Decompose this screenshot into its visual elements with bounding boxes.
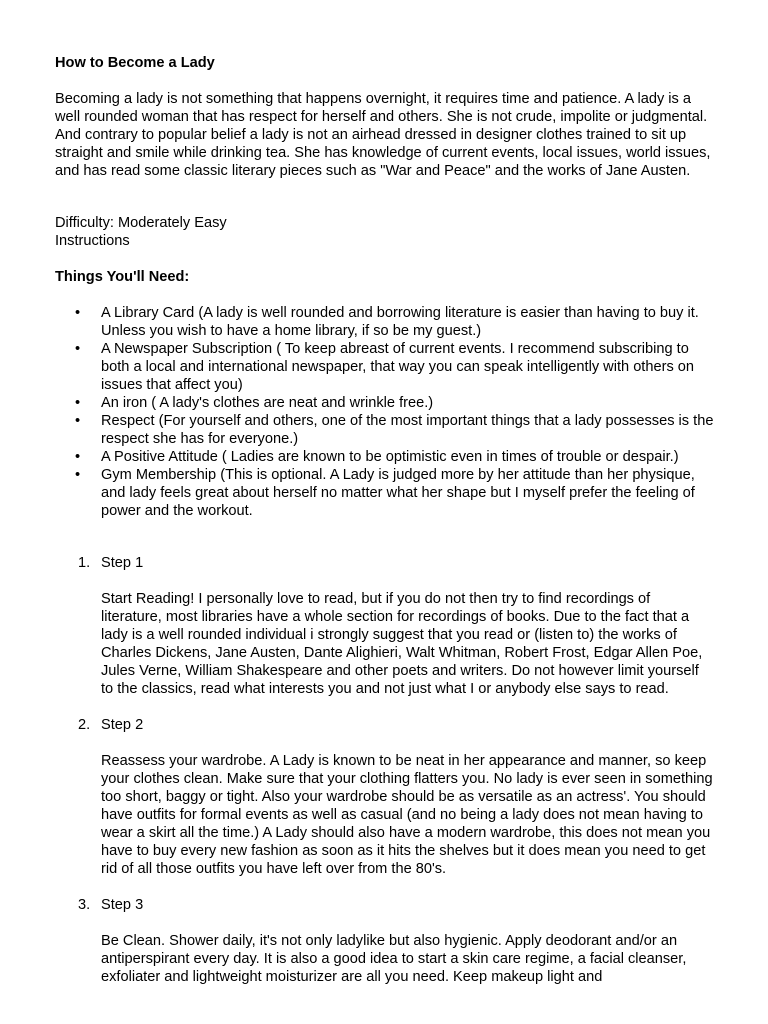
bullet-icon: • <box>75 449 81 465</box>
step-body: Be Clean. Shower daily, it's not only ladylike but also hygienic. Apply deodorant and/or an antiperspirant every day. It is also a good idea to start a skin care regime, a facial cleanser, exfoliater and lightweight moisturizer are all you need. Keep makeup light and <box>101 933 687 985</box>
things-needed-heading: Things You'll Need: <box>55 269 190 285</box>
bullet-icon: • <box>75 467 81 483</box>
steps-list <box>55 554 715 1004</box>
step-label: Step 3 <box>101 897 144 913</box>
step-number: 2. <box>78 717 91 733</box>
things-needed-list <box>55 304 715 520</box>
step-label: Step 2 <box>101 717 144 733</box>
list-item <box>55 466 715 520</box>
list-item <box>55 448 715 466</box>
list-item-text: Respect (For yourself and others, one of the most important things that a lady possesses is the respect she has for everyone.) <box>101 413 714 447</box>
step-number: 1. <box>78 555 91 571</box>
step-item <box>55 716 715 878</box>
list-item-text: A Library Card (A lady is well rounded and borrowing literature is easier than having to buy it. Unless you wish to have a home library, if so be my guest.) <box>101 305 699 339</box>
step-item <box>55 554 715 698</box>
bullet-icon: • <box>75 341 81 357</box>
list-item-text: A Newspaper Subscription ( To keep abreast of current events. I recommend subscribing to both a local and international newspaper, that way you can speak intelligently with others on issues that affect you) <box>101 341 695 393</box>
step-body: Reassess your wardrobe. A Lady is known to be neat in her appearance and manner, so keep your clothes clean. Make sure that your clothing flatters you. No lady is ever seen in something too short, baggy or tight. Also your wardrobe should be as versatile as an actress'. You should have outfits for formal events as well as casual (and no being a lady does not mean having to wear a skirt all the time.) A Lady should also have a modern wardrobe, this does not mean you have to buy every new fashion as soon as it hits the shelves but it does mean you need to get rid of all those outfits you have left over from the 80's. <box>101 753 713 877</box>
step-item <box>55 896 715 986</box>
list-item-text: A Positive Attitude ( Ladies are known to be optimistic even in times of trouble or despair.) <box>101 449 679 465</box>
bullet-icon: • <box>75 305 81 321</box>
bullet-icon: • <box>75 413 81 429</box>
list-item <box>55 394 715 412</box>
list-item <box>55 412 715 448</box>
list-item <box>55 304 715 340</box>
step-body: Start Reading! I personally love to read, but if you do not then try to find recordings of literature, most libraries have a whole section for recordings of books. Due to the fact that a lady is a well rounded individual i strongly suggest that you read or (listen to) the works of Charles Dickens, Jane Austen, Dante Alighieri, Walt Whitman, Robert Frost, Edgar Allen Poe, Jules Verne, William Shakespeare and other poets and writers. Do not however limit yourself to the classics, read what interests you and not just what I or anybody else says to read. <box>101 591 703 697</box>
document-title: How to Become a Lady <box>55 55 215 71</box>
list-item <box>55 340 715 394</box>
bullet-icon: • <box>75 395 81 411</box>
step-number: 3. <box>78 897 91 913</box>
list-item-text: An iron ( A lady's clothes are neat and wrinkle free.) <box>101 395 434 411</box>
step-label: Step 1 <box>101 555 144 571</box>
difficulty-text: Difficulty: Moderately Easy <box>55 215 227 231</box>
instructions-text: Instructions <box>55 233 130 249</box>
list-item-text: Gym Membership (This is optional. A Lady is judged more by her attitude than her physique, and lady feels great about herself no matter what her shape but I myself prefer the feeling of power and the workout. <box>101 467 695 519</box>
intro-paragraph: Becoming a lady is not something that happens overnight, it requires time and patience. A lady is a well rounded woman that has respect for herself and others. She is not crude, impolite or judgmental. And contrary to popular belief a lady is not an airhead dressed in designer clothes trained to sit up straight and smile while drinking tea. She has knowledge of current events, local issues, world issues, and has read some classic literary pieces such as "War and Peace" and the works of Jane Austen. <box>55 91 711 179</box>
